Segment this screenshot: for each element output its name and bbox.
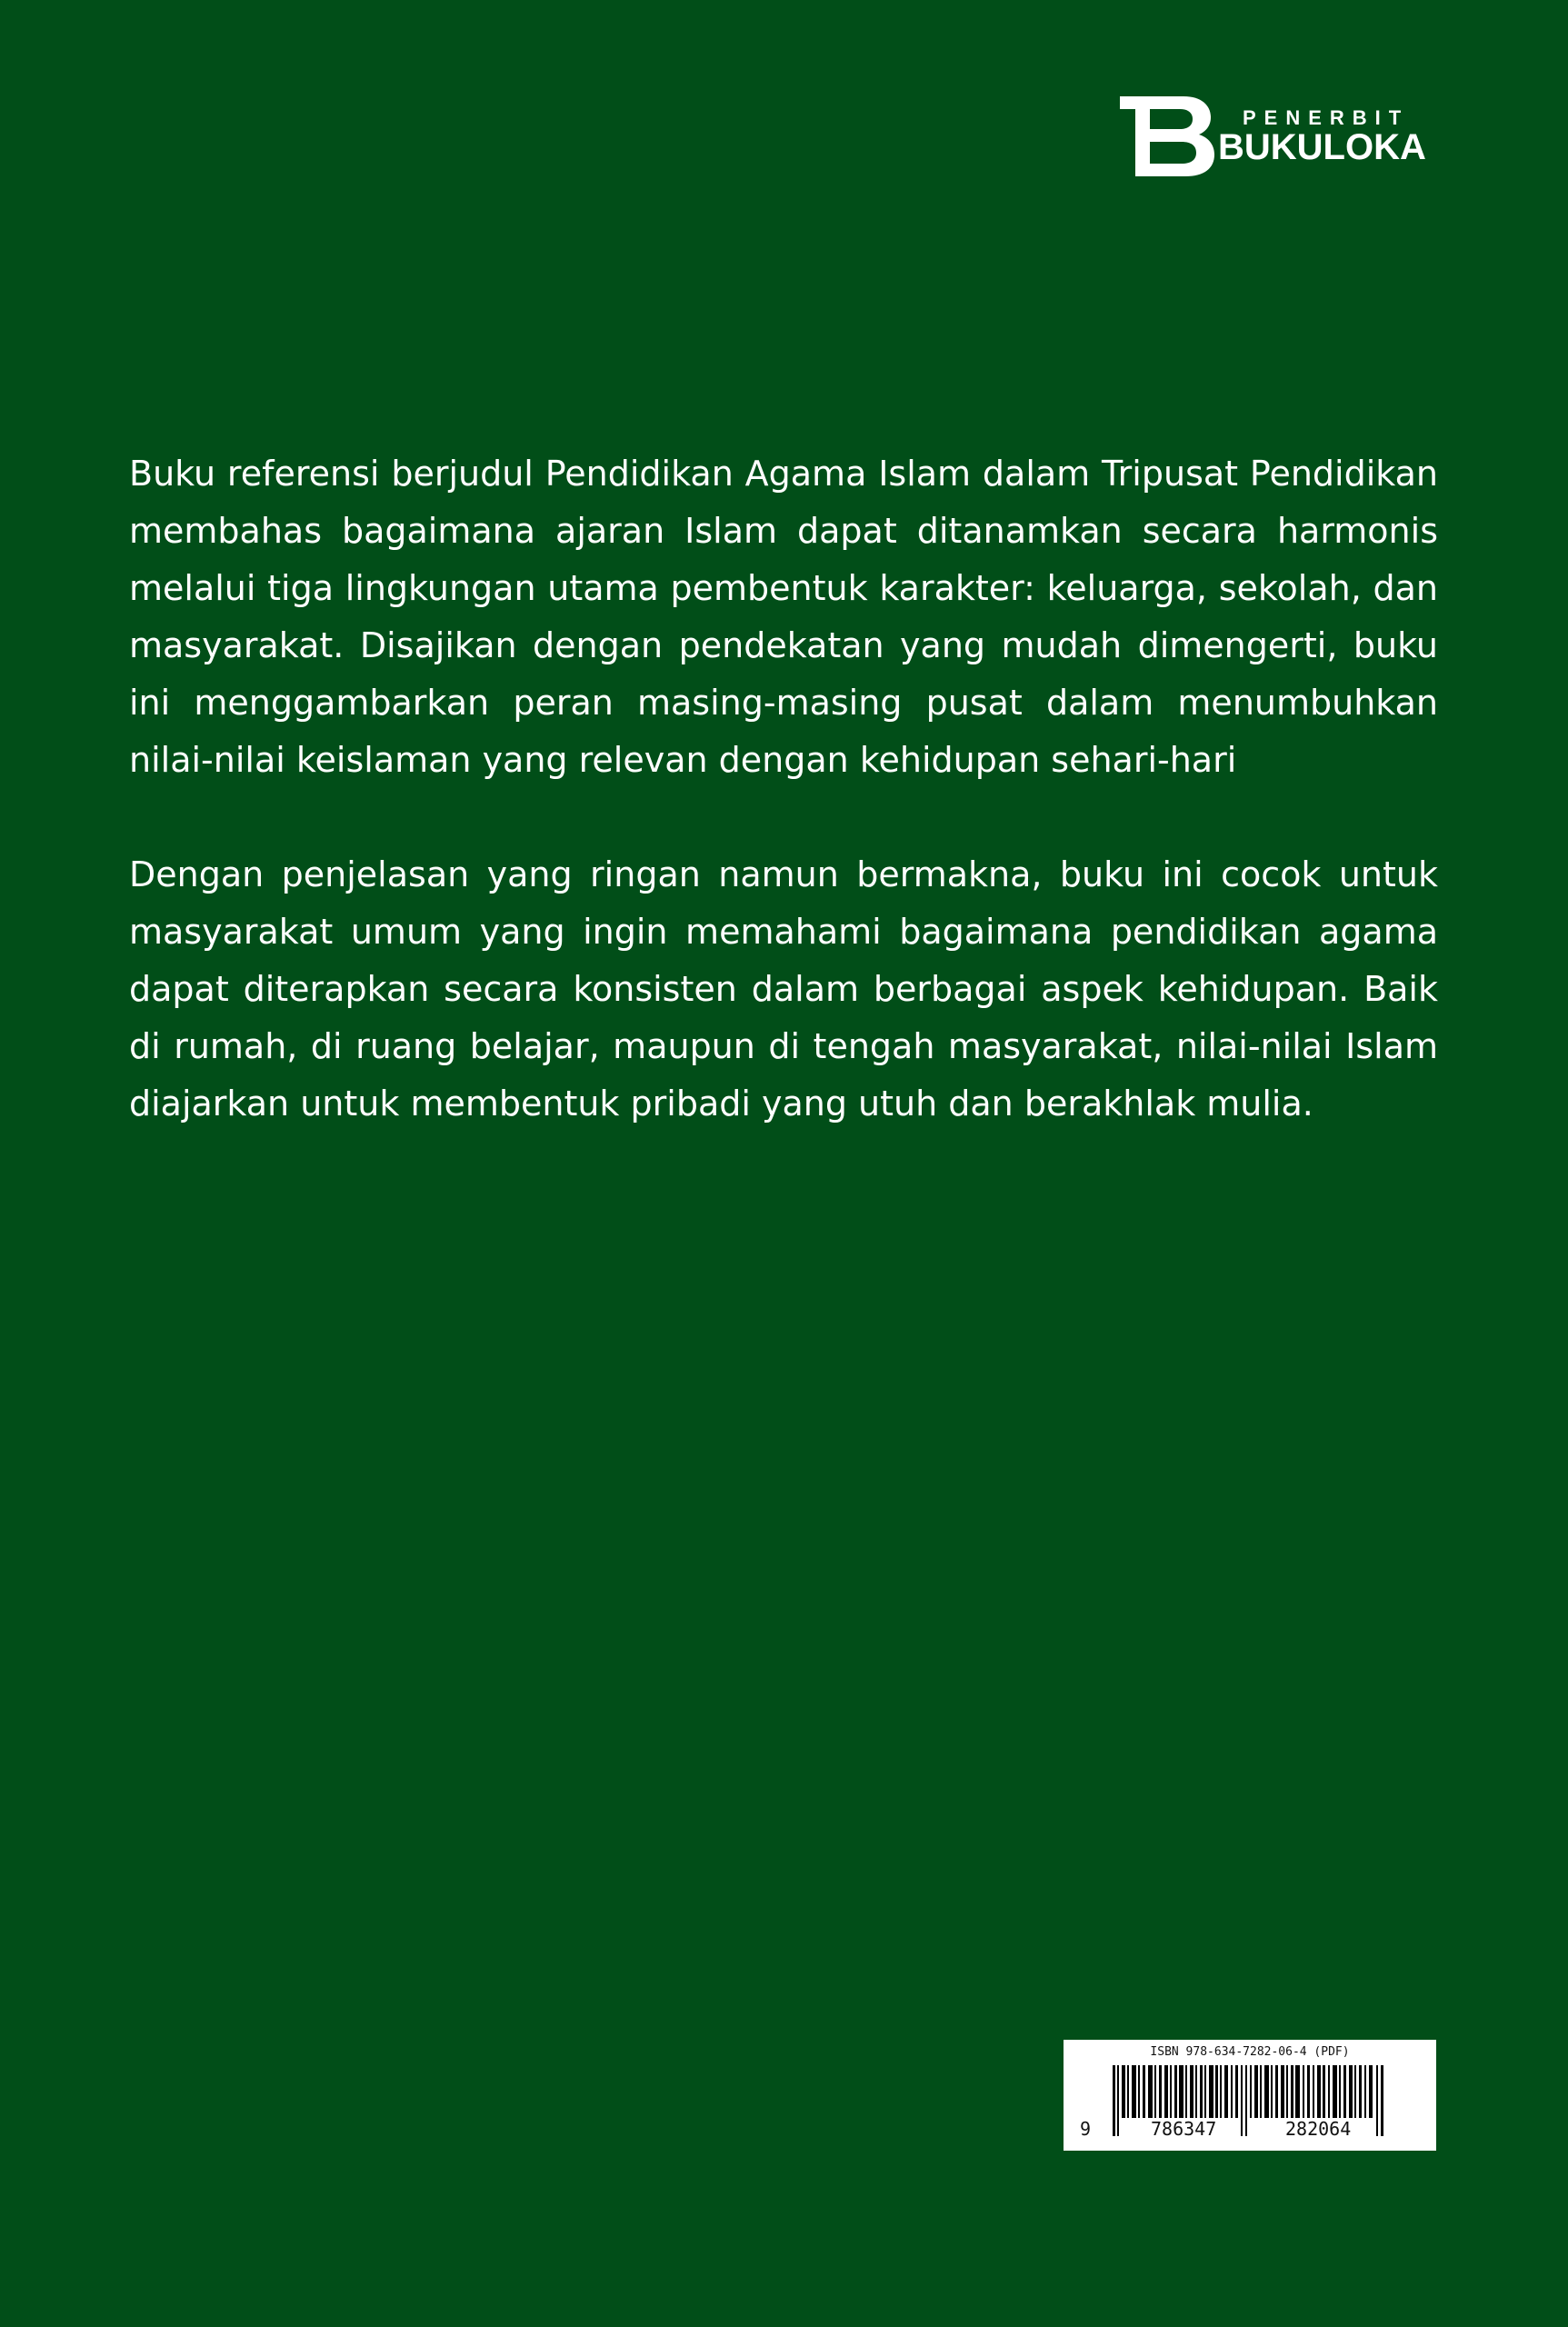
isbn-label: ISBN 978-634-7282-06-4 (PDF) [1150,2045,1350,2059]
blurb-paragraph-2: Dengan penjelasan yang ringan namun bermakna, buku ini cocok untuk masyarakat umum yang ingin memahami bagaimana pendidikan agama dapat diterapkan secara konsisten dalam berbagai aspek kehidupan. Baik di rumah, di ruang belajar, maupun di tengah masyarakat, nilai-nilai Islam diajarkan untuk membentuk pribadi yang utuh dan berakhlak mulia. [129,854,1438,1124]
publisher-logo [1120,96,1440,176]
back-cover-blurb [129,445,1438,1133]
bukuloka-b-mark-icon [1120,96,1215,176]
blurb-paragraph-1: Buku referensi berjudul Pendidikan Agama Islam dalam Tripusat Pendidikan membahas bagaimana ajaran Islam dapat ditanamkan secara harmonis melalui tiga lingkungan utama pembentuk karakter: keluarga, sekolah, dan masyarakat. Disajikan dengan pendekatan yang mudah dimengerti, buku ini menggambarkan peran masing-masing pusat dalam menumbuhkan nilai-nilai keislaman yang relevan dengan kehidupan sehari-hari [129,454,1438,780]
publisher-name: BUKULOKA [1218,127,1426,167]
isbn-barcode [1064,2040,1436,2151]
barcode-digits-left: 786347 [1147,2118,1220,2140]
barcode-digits-right: 282064 [1282,2118,1354,2140]
publisher-label-small: PENERBIT [1243,106,1410,129]
barcode-digit-first: 9 [1076,2118,1094,2140]
